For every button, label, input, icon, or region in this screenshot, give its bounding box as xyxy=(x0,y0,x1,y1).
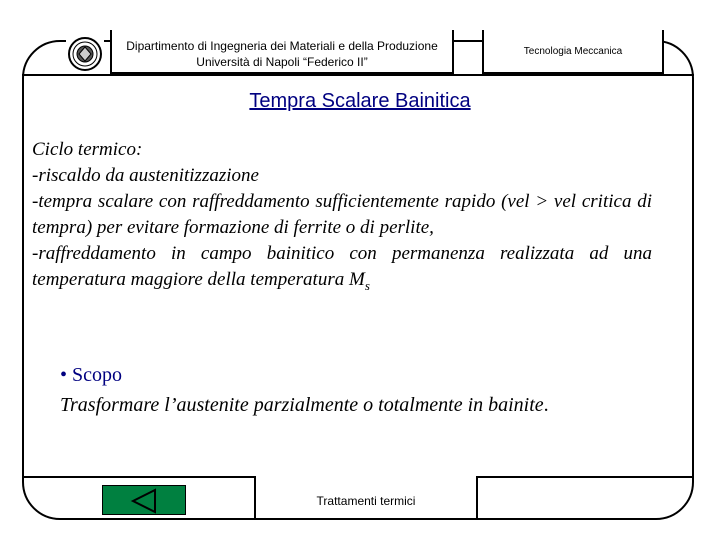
footer-text: Trattamenti termici xyxy=(316,494,416,508)
header-divider xyxy=(22,74,694,76)
back-arrow-icon xyxy=(103,486,187,516)
bullet-scopo: • Scopo xyxy=(60,364,123,386)
body-line: -riscaldo da austenitizzazione xyxy=(32,165,259,186)
body-line-text: -raffreddamento in campo bainitico con permanenza realizzata ad una temperatura maggiore della temperatura M xyxy=(32,243,652,290)
scopo-period: . xyxy=(543,394,549,416)
body-line: -tempra scalare con raffreddamento sufficientemente rapido (vel > vel critica di tempra) per evitare formazione di ferrite o di perlite, xyxy=(32,191,652,238)
course-name: Tecnologia Meccanica xyxy=(523,46,623,57)
body-line xyxy=(32,241,652,299)
temperature-subscript: s xyxy=(364,277,370,293)
slide-title: Tempra Scalare Bainitica xyxy=(249,90,471,112)
back-button[interactable] xyxy=(102,485,186,515)
body-line: Ciclo termico: xyxy=(32,139,143,160)
scopo-description xyxy=(60,394,549,417)
university-name: Università di Napoli “Federico II” xyxy=(196,55,368,69)
department-name: Dipartimento di Ingegneria dei Materiali e della Produzione xyxy=(126,39,438,53)
slide-body xyxy=(32,137,652,299)
department-header xyxy=(110,38,454,70)
scopo-text: Trasformare l’austenite parzialmente o totalmente in bainite xyxy=(60,394,544,416)
university-seal-icon xyxy=(66,36,104,72)
